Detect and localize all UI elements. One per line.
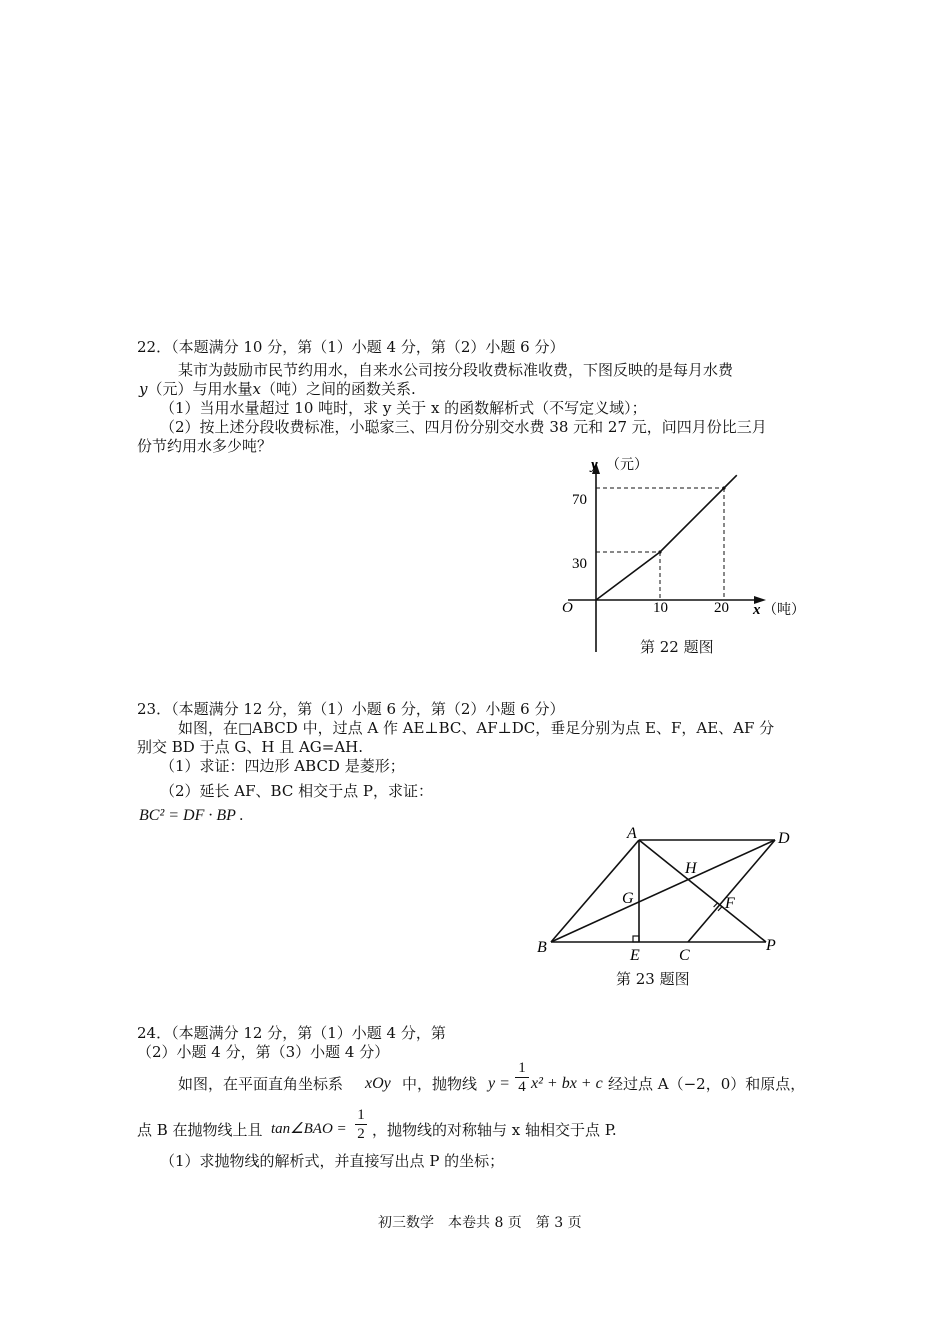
q24-line2-a: 点 B 在抛物线上且 [137,1121,263,1139]
q24-header-b: （2）小题 4 分，第（3）小题 4 分） [137,1043,390,1061]
q24-formula-lhs: y = [488,1075,510,1092]
q24-line1-a: 如图，在平面直角坐标系 [178,1075,344,1093]
q24-xoy: xOy [365,1075,391,1092]
q24-frac2-numerator: 1 [357,1107,365,1123]
q23-label-f: F [725,895,735,912]
q23-header: 23．（本题满分 12 分，第（1）小题 6 分，第（2）小题 6 分） [137,700,565,718]
q24-frac2-denominator: 2 [355,1124,367,1143]
q24-fraction-half [355,1106,367,1143]
q23-label-a: A [627,825,637,842]
q22-y-tick-70: 70 [572,492,587,508]
q22-figure-caption: 第 22 题图 [640,638,714,656]
q22-line2-x: x [252,380,261,398]
q23-right-angle-e [633,936,639,942]
q23-label-h: H [685,860,697,877]
q22-part1: （1）当用水量超过 10 吨时，求 y 关于 x 的函数解析式（不写定义域）； [160,399,647,417]
q24-tan-expression: tan∠BAO = [271,1121,347,1137]
q24-frac1-denominator: 4 [515,1077,529,1096]
q22-x-axis-label: x [753,602,761,618]
q24-fraction-quarter [515,1059,529,1096]
q22-y-unit: （元） [606,458,648,473]
q22-part2-a: （2）按上述分段收费标准，小聪家三、四月份分别交水费 38 元和 27 元，问四月份比三月 [160,418,767,436]
q23-part1: （1）求证：四边形 ABCD 是菱形； [160,757,405,775]
q23-side-dc [688,840,775,942]
q24-line2-b: ，抛物线的对称轴与 x 轴相交于点 P. [372,1121,617,1139]
q23-label-p: P [766,937,776,954]
q22-line2-y: y [139,380,148,398]
q24-formula-rhs: x² + bx + c [531,1075,603,1092]
q22-x-tick-10: 10 [653,600,668,616]
q22-y-axis-label: y [591,457,598,473]
q22-line2-rest-a: （元）与用水量 [147,380,253,398]
q23-label-c: C [679,947,690,964]
page-footer: 初三数学 本卷共 8 页 第 3 页 [378,1215,582,1231]
q24-part1: （1）求抛物线的解析式，并直接写出点 P 的坐标； [160,1152,505,1170]
q24-line1-b: 中，抛物线 [402,1075,478,1093]
q24-line1-c: 经过点 A（−2，0）和原点， [608,1075,806,1093]
q23-formula: BC² = DF · BP . [139,807,244,824]
q22-origin-label: O [562,600,573,616]
q23-line-ap [639,840,766,942]
q22-header: 22．（本题满分 10 分，第（1）小题 4 分，第（2）小题 6 分） [137,338,565,356]
q22-part2-b: 份节约用水多少吨？ [137,437,273,455]
q23-line2: 别交 BD 于点 G、H 且 AG=AH. [137,738,364,756]
q23-diagonal-bd [551,840,775,942]
q23-line1: 如图，在□ABCD 中，过点 A 作 AE⊥BC、AF⊥DC，垂足分别为点 E、F，AE、AF 分 [178,719,775,737]
q22-line1: 某市为鼓励市民节约用水，自来水公司按分段收费标准收费，下图反映的是每月水费 [178,361,734,379]
q22-line2-rest-b: （吨）之间的函数关系. [260,380,416,398]
q23-figure-caption: 第 23 题图 [616,970,690,988]
q24-header-a: 24．（本题满分 12 分，第（1）小题 4 分，第 [137,1024,446,1042]
q23-label-g: G [622,890,634,907]
q23-label-e: E [630,947,640,964]
q22-x-unit: （吨） [763,603,805,618]
q23-part2: （2）延长 AF、BC 相交于点 P，求证： [160,782,433,800]
q24-frac1-numerator: 1 [518,1060,526,1076]
q23-label-d: D [778,830,790,847]
q23-label-b: B [537,939,547,956]
q22-x-tick-20: 20 [714,600,729,616]
q22-y-tick-30: 30 [572,556,587,572]
